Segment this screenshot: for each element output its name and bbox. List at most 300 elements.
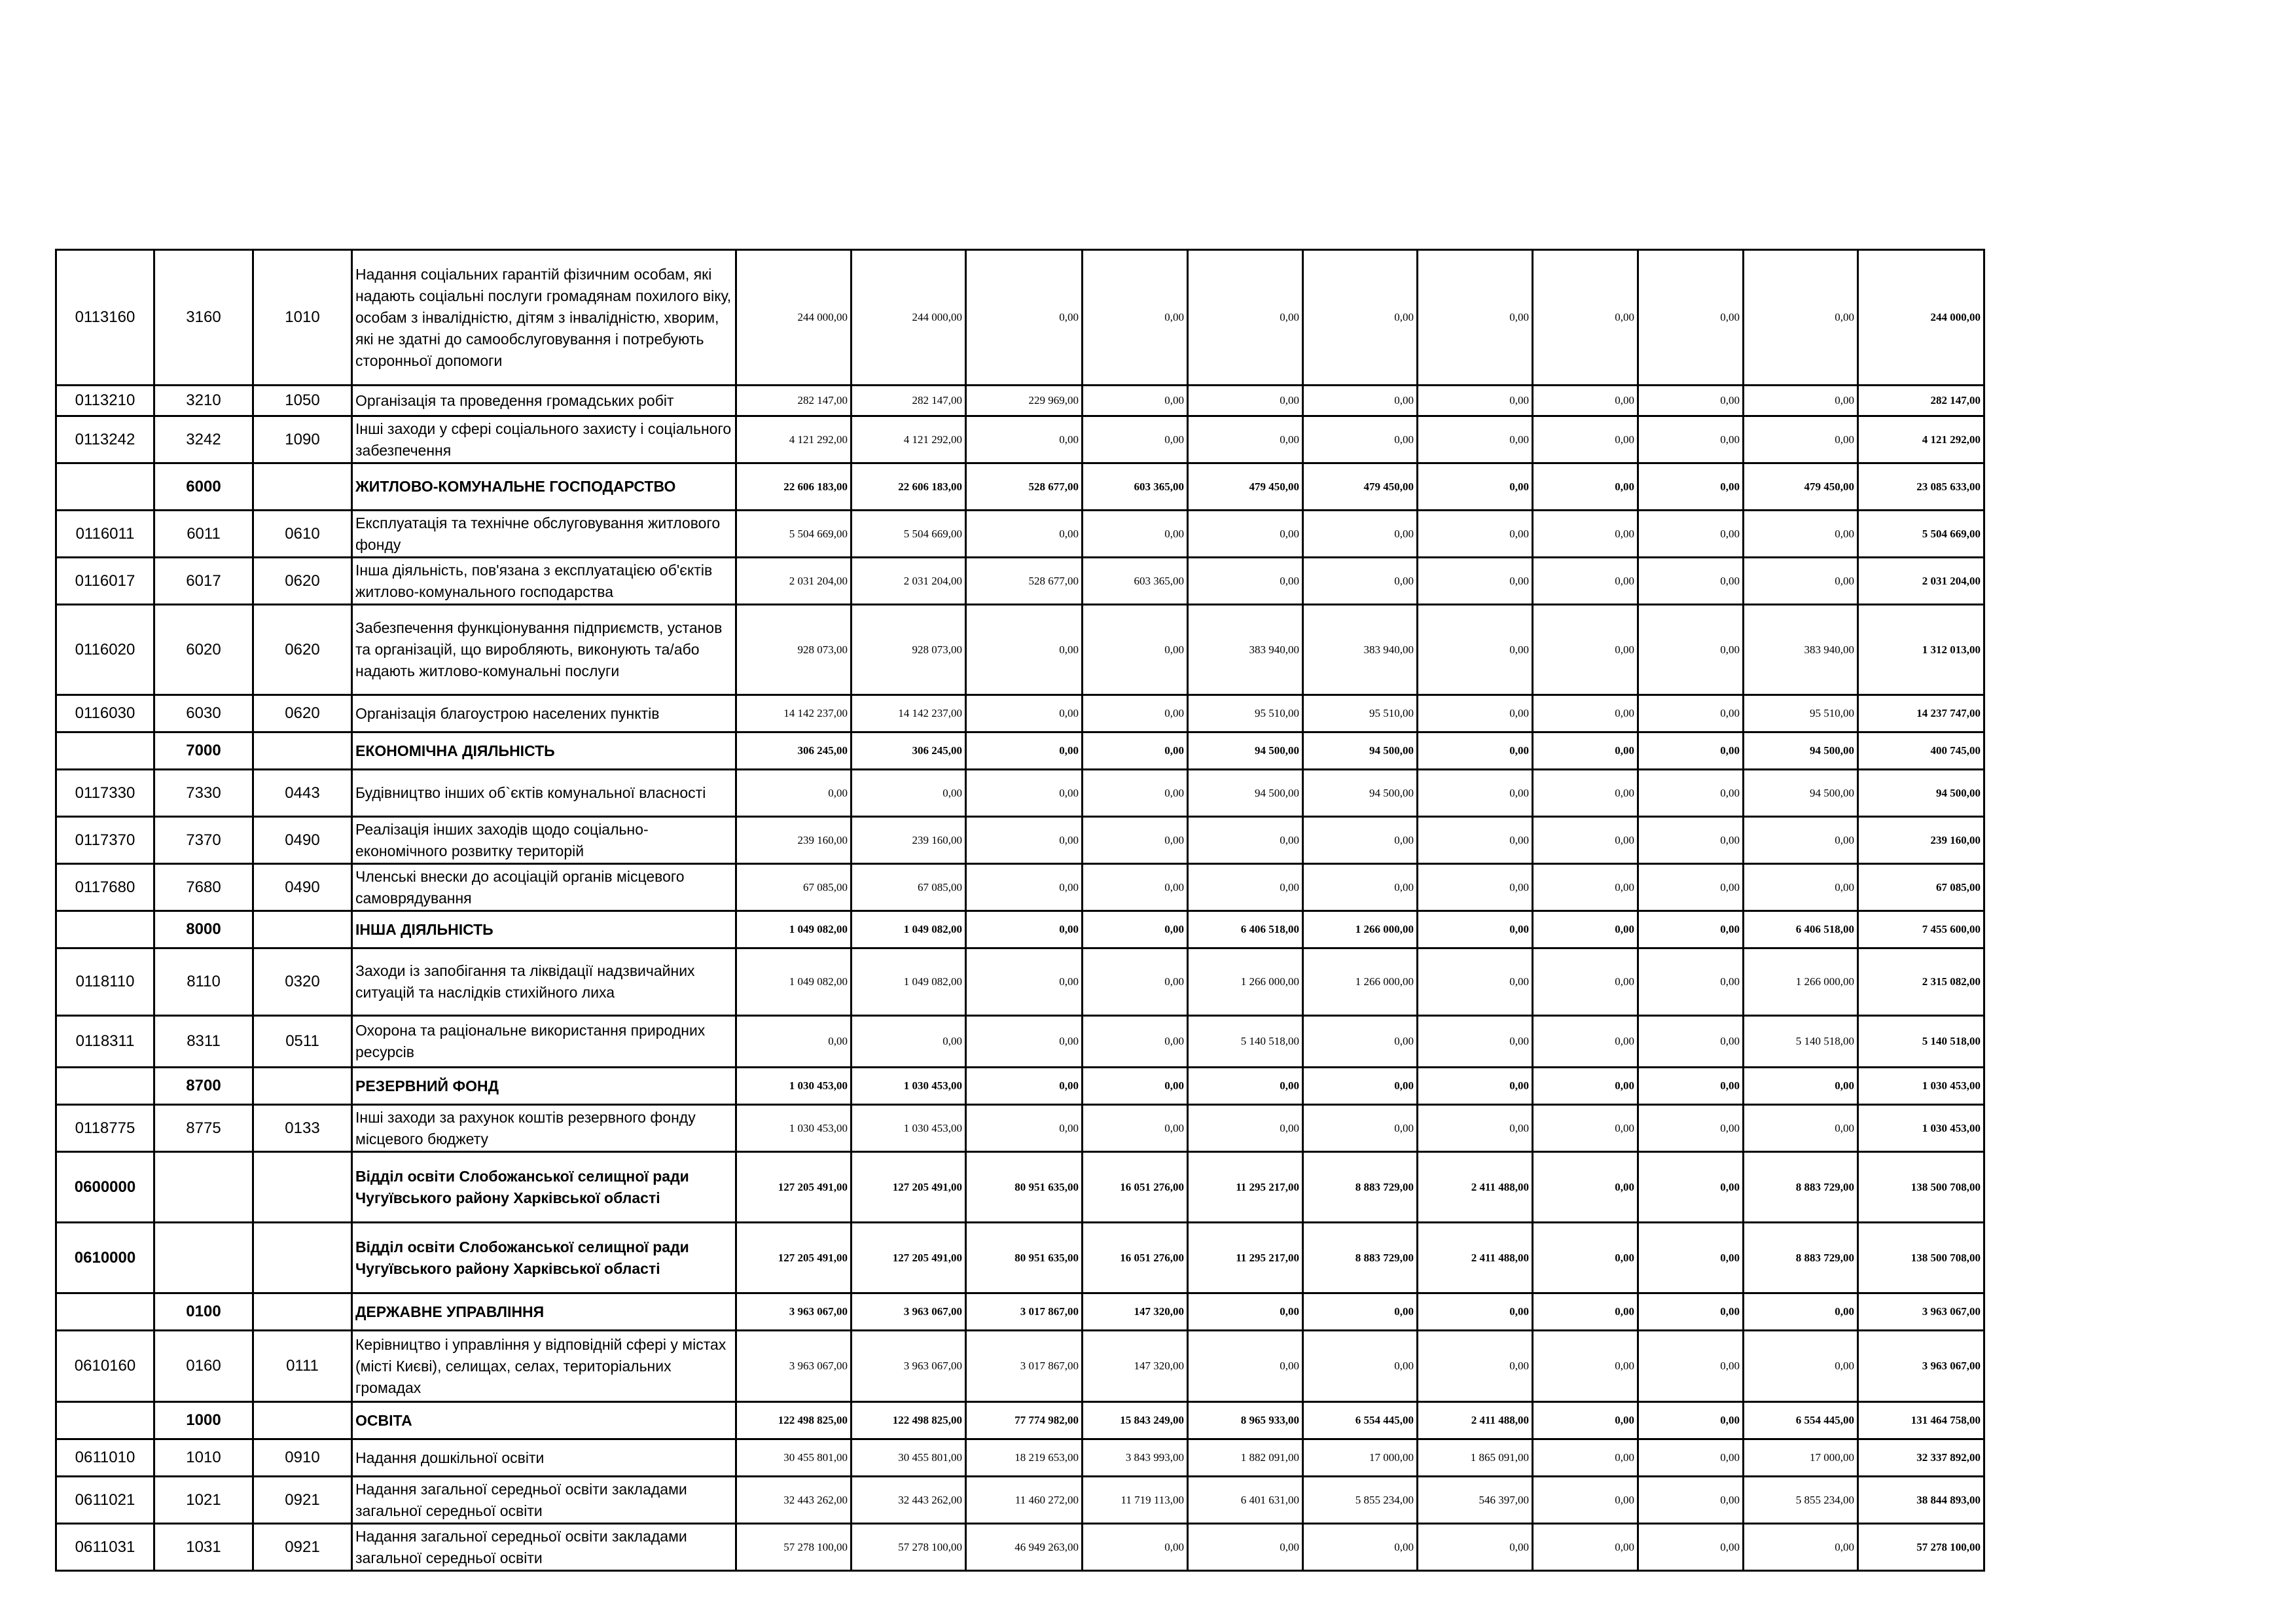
amount-cell: 2 411 488,00 bbox=[1418, 1402, 1533, 1439]
amount-cell: 0,00 bbox=[966, 416, 1083, 463]
program-name-cell: Організація та проведення громадських робіт bbox=[352, 386, 736, 416]
amount-cell: 0,00 bbox=[1418, 511, 1533, 558]
table-row bbox=[56, 1402, 1984, 1439]
program-name-cell: Організація благоустрою населених пунктів bbox=[352, 695, 736, 732]
amount-cell: 30 455 801,00 bbox=[852, 1439, 966, 1477]
classification-code-cell: 0443 bbox=[253, 770, 352, 817]
amount-cell: 0,00 bbox=[1418, 770, 1533, 817]
amount-cell: 4 121 292,00 bbox=[736, 416, 852, 463]
amount-cell: 5 140 518,00 bbox=[1188, 1016, 1303, 1068]
function-code-cell: 6017 bbox=[154, 558, 253, 605]
amount-cell: 0,00 bbox=[1744, 864, 1858, 911]
amount-cell: 928 073,00 bbox=[736, 605, 852, 695]
amount-cell: 244 000,00 bbox=[1858, 250, 1984, 386]
amount-cell: 15 843 249,00 bbox=[1083, 1402, 1188, 1439]
amount-cell: 479 450,00 bbox=[1188, 463, 1303, 511]
amount-cell: 5 504 669,00 bbox=[736, 511, 852, 558]
table-row bbox=[56, 864, 1984, 911]
amount-cell: 0,00 bbox=[1083, 911, 1188, 948]
program-code-cell bbox=[56, 1068, 154, 1105]
function-code-cell: 1010 bbox=[154, 1439, 253, 1477]
amount-cell: 1 882 091,00 bbox=[1188, 1439, 1303, 1477]
amount-cell: 4 121 292,00 bbox=[852, 416, 966, 463]
amount-cell: 138 500 708,00 bbox=[1858, 1223, 1984, 1293]
amount-cell: 0,00 bbox=[1638, 250, 1744, 386]
program-code-cell: 0118311 bbox=[56, 1016, 154, 1068]
amount-cell: 138 500 708,00 bbox=[1858, 1152, 1984, 1223]
program-code-cell: 0113160 bbox=[56, 250, 154, 386]
amount-cell: 0,00 bbox=[1303, 511, 1418, 558]
amount-cell: 0,00 bbox=[1533, 1152, 1638, 1223]
classification-code-cell: 0490 bbox=[253, 817, 352, 864]
amount-cell: 0,00 bbox=[1638, 1439, 1744, 1477]
function-code-cell: 6020 bbox=[154, 605, 253, 695]
amount-cell: 0,00 bbox=[1303, 1331, 1418, 1402]
amount-cell: 0,00 bbox=[966, 250, 1083, 386]
amount-cell: 0,00 bbox=[1638, 386, 1744, 416]
table-row bbox=[56, 558, 1984, 605]
amount-cell: 8 883 729,00 bbox=[1303, 1223, 1418, 1293]
amount-cell: 0,00 bbox=[1188, 1331, 1303, 1402]
program-name-cell: Надання загальної середньої освіти закладами загальної середньої освіти bbox=[352, 1477, 736, 1524]
amount-cell: 0,00 bbox=[1303, 1016, 1418, 1068]
amount-cell: 1 030 453,00 bbox=[852, 1068, 966, 1105]
amount-cell: 0,00 bbox=[1533, 416, 1638, 463]
amount-cell: 22 606 183,00 bbox=[852, 463, 966, 511]
amount-cell: 383 940,00 bbox=[1188, 605, 1303, 695]
amount-cell: 0,00 bbox=[1533, 1105, 1638, 1152]
table-row bbox=[56, 817, 1984, 864]
classification-code-cell: 0320 bbox=[253, 948, 352, 1016]
amount-cell: 14 142 237,00 bbox=[736, 695, 852, 732]
amount-cell: 7 455 600,00 bbox=[1858, 911, 1984, 948]
amount-cell: 0,00 bbox=[966, 732, 1083, 770]
amount-cell: 94 500,00 bbox=[1188, 770, 1303, 817]
amount-cell: 67 085,00 bbox=[1858, 864, 1984, 911]
amount-cell: 0,00 bbox=[1083, 1016, 1188, 1068]
amount-cell: 1 049 082,00 bbox=[736, 948, 852, 1016]
function-code-cell: 3210 bbox=[154, 386, 253, 416]
amount-cell: 0,00 bbox=[1638, 1477, 1744, 1524]
amount-cell: 0,00 bbox=[1744, 558, 1858, 605]
program-code-cell: 0610000 bbox=[56, 1223, 154, 1293]
amount-cell: 0,00 bbox=[966, 695, 1083, 732]
table-row bbox=[56, 250, 1984, 386]
program-name-cell: Відділ освіти Слобожанської селищної ради Чугуївського району Харківської області bbox=[352, 1223, 736, 1293]
amount-cell: 0,00 bbox=[1638, 1068, 1744, 1105]
classification-code-cell: 0133 bbox=[253, 1105, 352, 1152]
amount-cell: 0,00 bbox=[1533, 386, 1638, 416]
table-body bbox=[56, 250, 1984, 1571]
classification-code-cell bbox=[253, 1402, 352, 1439]
amount-cell: 57 278 100,00 bbox=[1858, 1524, 1984, 1571]
program-name-cell: Керівництво і управління у відповідній сфері у містах (місті Києві), селищах, селах, територіальних громадах bbox=[352, 1331, 736, 1402]
amount-cell: 80 951 635,00 bbox=[966, 1223, 1083, 1293]
program-code-cell: 0116017 bbox=[56, 558, 154, 605]
amount-cell: 603 365,00 bbox=[1083, 558, 1188, 605]
amount-cell: 0,00 bbox=[1533, 1016, 1638, 1068]
amount-cell: 0,00 bbox=[1083, 605, 1188, 695]
amount-cell: 127 205 491,00 bbox=[852, 1223, 966, 1293]
program-name-cell: Інша діяльність, пов'язана з експлуатацією об'єктів житлово-комунального господарства bbox=[352, 558, 736, 605]
classification-code-cell: 0921 bbox=[253, 1524, 352, 1571]
amount-cell: 0,00 bbox=[1638, 605, 1744, 695]
amount-cell: 127 205 491,00 bbox=[852, 1152, 966, 1223]
function-code-cell: 3160 bbox=[154, 250, 253, 386]
amount-cell: 0,00 bbox=[1638, 817, 1744, 864]
amount-cell: 0,00 bbox=[1083, 250, 1188, 386]
amount-cell: 0,00 bbox=[1744, 1105, 1858, 1152]
amount-cell: 94 500,00 bbox=[1188, 732, 1303, 770]
classification-code-cell: 1010 bbox=[253, 250, 352, 386]
amount-cell: 0,00 bbox=[1533, 1402, 1638, 1439]
amount-cell: 0,00 bbox=[1638, 864, 1744, 911]
amount-cell: 0,00 bbox=[1533, 732, 1638, 770]
amount-cell: 32 337 892,00 bbox=[1858, 1439, 1984, 1477]
amount-cell: 0,00 bbox=[1303, 416, 1418, 463]
amount-cell: 0,00 bbox=[1418, 1016, 1533, 1068]
program-code-cell bbox=[56, 1293, 154, 1331]
amount-cell: 0,00 bbox=[1083, 770, 1188, 817]
amount-cell: 5 504 669,00 bbox=[1858, 511, 1984, 558]
amount-cell: 0,00 bbox=[1083, 416, 1188, 463]
amount-cell: 0,00 bbox=[966, 948, 1083, 1016]
amount-cell: 0,00 bbox=[966, 1105, 1083, 1152]
amount-cell: 479 450,00 bbox=[1303, 463, 1418, 511]
table-row bbox=[56, 1223, 1984, 1293]
amount-cell: 0,00 bbox=[1744, 817, 1858, 864]
program-name-cell: ІНША ДІЯЛЬНІСТЬ bbox=[352, 911, 736, 948]
program-name-cell: ЖИТЛОВО-КОМУНАЛЬНЕ ГОСПОДАРСТВО bbox=[352, 463, 736, 511]
amount-cell: 0,00 bbox=[1188, 1524, 1303, 1571]
amount-cell: 0,00 bbox=[1083, 511, 1188, 558]
classification-code-cell bbox=[253, 1223, 352, 1293]
function-code-cell: 7000 bbox=[154, 732, 253, 770]
amount-cell: 0,00 bbox=[1418, 864, 1533, 911]
amount-cell: 67 085,00 bbox=[852, 864, 966, 911]
classification-code-cell: 0921 bbox=[253, 1477, 352, 1524]
budget-table bbox=[55, 249, 1985, 1572]
amount-cell: 0,00 bbox=[1744, 1331, 1858, 1402]
amount-cell: 11 295 217,00 bbox=[1188, 1152, 1303, 1223]
amount-cell: 131 464 758,00 bbox=[1858, 1402, 1984, 1439]
program-code-cell: 0117680 bbox=[56, 864, 154, 911]
amount-cell: 0,00 bbox=[1744, 511, 1858, 558]
amount-cell: 5 855 234,00 bbox=[1303, 1477, 1418, 1524]
amount-cell: 5 140 518,00 bbox=[1744, 1016, 1858, 1068]
amount-cell: 127 205 491,00 bbox=[736, 1152, 852, 1223]
amount-cell: 0,00 bbox=[1533, 695, 1638, 732]
amount-cell: 0,00 bbox=[1303, 1524, 1418, 1571]
amount-cell: 0,00 bbox=[1533, 558, 1638, 605]
amount-cell: 1 030 453,00 bbox=[736, 1105, 852, 1152]
function-code-cell bbox=[154, 1152, 253, 1223]
table-row bbox=[56, 1331, 1984, 1402]
amount-cell: 3 843 993,00 bbox=[1083, 1439, 1188, 1477]
amount-cell: 0,00 bbox=[966, 911, 1083, 948]
amount-cell: 0,00 bbox=[1533, 250, 1638, 386]
amount-cell: 546 397,00 bbox=[1418, 1477, 1533, 1524]
amount-cell: 0,00 bbox=[1418, 558, 1533, 605]
program-code-cell: 0117330 bbox=[56, 770, 154, 817]
amount-cell: 2 411 488,00 bbox=[1418, 1152, 1533, 1223]
table-row bbox=[56, 605, 1984, 695]
amount-cell: 1 049 082,00 bbox=[852, 911, 966, 948]
amount-cell: 57 278 100,00 bbox=[852, 1524, 966, 1571]
program-name-cell: ДЕРЖАВНЕ УПРАВЛІННЯ bbox=[352, 1293, 736, 1331]
amount-cell: 0,00 bbox=[1188, 864, 1303, 911]
amount-cell: 0,00 bbox=[966, 1016, 1083, 1068]
amount-cell: 0,00 bbox=[1188, 386, 1303, 416]
program-name-cell: Надання загальної середньої освіти закладами загальної середньої освіти bbox=[352, 1524, 736, 1571]
amount-cell: 0,00 bbox=[1638, 558, 1744, 605]
classification-code-cell: 0620 bbox=[253, 558, 352, 605]
table-row bbox=[56, 416, 1984, 463]
amount-cell: 95 510,00 bbox=[1744, 695, 1858, 732]
amount-cell: 0,00 bbox=[1533, 1293, 1638, 1331]
amount-cell: 67 085,00 bbox=[736, 864, 852, 911]
amount-cell: 0,00 bbox=[1744, 416, 1858, 463]
amount-cell: 30 455 801,00 bbox=[736, 1439, 852, 1477]
amount-cell: 94 500,00 bbox=[1858, 770, 1984, 817]
program-name-cell: Реалізація інших заходів щодо соціально-економічного розвитку територій bbox=[352, 817, 736, 864]
amount-cell: 239 160,00 bbox=[1858, 817, 1984, 864]
amount-cell: 3 963 067,00 bbox=[1858, 1331, 1984, 1402]
amount-cell: 0,00 bbox=[1418, 1524, 1533, 1571]
amount-cell: 0,00 bbox=[966, 605, 1083, 695]
amount-cell: 3 963 067,00 bbox=[1858, 1293, 1984, 1331]
amount-cell: 0,00 bbox=[1533, 605, 1638, 695]
function-code-cell: 8700 bbox=[154, 1068, 253, 1105]
program-name-cell: ЕКОНОМІЧНА ДІЯЛЬНІСТЬ bbox=[352, 732, 736, 770]
program-code-cell: 0118775 bbox=[56, 1105, 154, 1152]
amount-cell: 1 266 000,00 bbox=[1303, 911, 1418, 948]
amount-cell: 0,00 bbox=[1083, 1105, 1188, 1152]
amount-cell: 0,00 bbox=[1638, 1402, 1744, 1439]
program-name-cell: РЕЗЕРВНИЙ ФОНД bbox=[352, 1068, 736, 1105]
amount-cell: 0,00 bbox=[966, 1068, 1083, 1105]
table-row bbox=[56, 386, 1984, 416]
amount-cell: 0,00 bbox=[1303, 386, 1418, 416]
amount-cell: 1 312 013,00 bbox=[1858, 605, 1984, 695]
amount-cell: 306 245,00 bbox=[852, 732, 966, 770]
amount-cell: 306 245,00 bbox=[736, 732, 852, 770]
amount-cell: 147 320,00 bbox=[1083, 1293, 1188, 1331]
amount-cell: 0,00 bbox=[1188, 1105, 1303, 1152]
amount-cell: 0,00 bbox=[1083, 732, 1188, 770]
amount-cell: 3 963 067,00 bbox=[736, 1293, 852, 1331]
classification-code-cell bbox=[253, 1293, 352, 1331]
amount-cell: 0,00 bbox=[1533, 948, 1638, 1016]
amount-cell: 0,00 bbox=[1533, 1439, 1638, 1477]
amount-cell: 928 073,00 bbox=[852, 605, 966, 695]
classification-code-cell: 1050 bbox=[253, 386, 352, 416]
amount-cell: 0,00 bbox=[1638, 1152, 1744, 1223]
amount-cell: 122 498 825,00 bbox=[852, 1402, 966, 1439]
amount-cell: 0,00 bbox=[1083, 817, 1188, 864]
function-code-cell: 1021 bbox=[154, 1477, 253, 1524]
amount-cell: 0,00 bbox=[1188, 1068, 1303, 1105]
amount-cell: 8 883 729,00 bbox=[1744, 1223, 1858, 1293]
amount-cell: 3 963 067,00 bbox=[736, 1331, 852, 1402]
amount-cell: 282 147,00 bbox=[1858, 386, 1984, 416]
amount-cell: 5 504 669,00 bbox=[852, 511, 966, 558]
classification-code-cell: 0490 bbox=[253, 864, 352, 911]
amount-cell: 0,00 bbox=[966, 511, 1083, 558]
amount-cell: 0,00 bbox=[966, 864, 1083, 911]
amount-cell: 94 500,00 bbox=[1744, 770, 1858, 817]
amount-cell: 1 865 091,00 bbox=[1418, 1439, 1533, 1477]
amount-cell: 122 498 825,00 bbox=[736, 1402, 852, 1439]
classification-code-cell: 0511 bbox=[253, 1016, 352, 1068]
amount-cell: 0,00 bbox=[736, 770, 852, 817]
amount-cell: 0,00 bbox=[1744, 250, 1858, 386]
amount-cell: 23 085 633,00 bbox=[1858, 463, 1984, 511]
amount-cell: 0,00 bbox=[1638, 1223, 1744, 1293]
amount-cell: 0,00 bbox=[1188, 511, 1303, 558]
amount-cell: 1 266 000,00 bbox=[1744, 948, 1858, 1016]
amount-cell: 11 460 272,00 bbox=[966, 1477, 1083, 1524]
function-code-cell: 8110 bbox=[154, 948, 253, 1016]
amount-cell: 1 030 453,00 bbox=[852, 1105, 966, 1152]
amount-cell: 6 554 445,00 bbox=[1303, 1402, 1418, 1439]
amount-cell: 0,00 bbox=[1418, 817, 1533, 864]
table-row bbox=[56, 911, 1984, 948]
amount-cell: 77 774 982,00 bbox=[966, 1402, 1083, 1439]
amount-cell: 0,00 bbox=[1418, 911, 1533, 948]
function-code-cell: 8000 bbox=[154, 911, 253, 948]
amount-cell: 14 142 237,00 bbox=[852, 695, 966, 732]
classification-code-cell: 0910 bbox=[253, 1439, 352, 1477]
amount-cell: 6 401 631,00 bbox=[1188, 1477, 1303, 1524]
amount-cell: 479 450,00 bbox=[1744, 463, 1858, 511]
amount-cell: 2 031 204,00 bbox=[1858, 558, 1984, 605]
amount-cell: 0,00 bbox=[1533, 911, 1638, 948]
amount-cell: 0,00 bbox=[1533, 463, 1638, 511]
amount-cell: 0,00 bbox=[1744, 1293, 1858, 1331]
amount-cell: 8 883 729,00 bbox=[1744, 1152, 1858, 1223]
amount-cell: 0,00 bbox=[852, 770, 966, 817]
amount-cell: 0,00 bbox=[1303, 817, 1418, 864]
amount-cell: 0,00 bbox=[1083, 1068, 1188, 1105]
amount-cell: 0,00 bbox=[1418, 1293, 1533, 1331]
program-name-cell: ОСВІТА bbox=[352, 1402, 736, 1439]
amount-cell: 16 051 276,00 bbox=[1083, 1152, 1188, 1223]
amount-cell: 2 031 204,00 bbox=[736, 558, 852, 605]
program-name-cell: Відділ освіти Слобожанської селищної ради Чугуївського району Харківської області bbox=[352, 1152, 736, 1223]
program-code-cell bbox=[56, 911, 154, 948]
amount-cell: 0,00 bbox=[1083, 386, 1188, 416]
program-code-cell bbox=[56, 463, 154, 511]
program-name-cell: Надання соціальних гарантій фізичним особам, які надають соціальні послуги громадянам похилого віку, особам з інвалідністю, дітям з інвалідністю, хворим, які не здатні до самообслуговування і потребують сторонньої допомоги bbox=[352, 250, 736, 386]
amount-cell: 383 940,00 bbox=[1744, 605, 1858, 695]
function-code-cell: 3242 bbox=[154, 416, 253, 463]
amount-cell: 16 051 276,00 bbox=[1083, 1223, 1188, 1293]
amount-cell: 94 500,00 bbox=[1744, 732, 1858, 770]
program-name-cell: Забезпечення функціонування підприємств, установ та організацій, що виробляють, виконують та/або надають житлово-комунальні послуги bbox=[352, 605, 736, 695]
program-code-cell bbox=[56, 732, 154, 770]
amount-cell: 0,00 bbox=[1418, 1068, 1533, 1105]
amount-cell: 3 963 067,00 bbox=[852, 1293, 966, 1331]
program-name-cell: Заходи із запобігання та ліквідації надзвичайних ситуацій та наслідків стихійного лиха bbox=[352, 948, 736, 1016]
amount-cell: 17 000,00 bbox=[1744, 1439, 1858, 1477]
classification-code-cell bbox=[253, 1152, 352, 1223]
program-code-cell: 0610160 bbox=[56, 1331, 154, 1402]
amount-cell: 0,00 bbox=[1303, 864, 1418, 911]
amount-cell: 229 969,00 bbox=[966, 386, 1083, 416]
amount-cell: 0,00 bbox=[1418, 1331, 1533, 1402]
amount-cell: 22 606 183,00 bbox=[736, 463, 852, 511]
function-code-cell: 7330 bbox=[154, 770, 253, 817]
function-code-cell: 8775 bbox=[154, 1105, 253, 1152]
table-row bbox=[56, 1068, 1984, 1105]
amount-cell: 0,00 bbox=[1744, 386, 1858, 416]
amount-cell: 0,00 bbox=[1418, 250, 1533, 386]
table-row bbox=[56, 948, 1984, 1016]
amount-cell: 282 147,00 bbox=[852, 386, 966, 416]
program-code-cell: 0600000 bbox=[56, 1152, 154, 1223]
amount-cell: 3 017 867,00 bbox=[966, 1331, 1083, 1402]
amount-cell: 0,00 bbox=[1533, 1477, 1638, 1524]
amount-cell: 528 677,00 bbox=[966, 558, 1083, 605]
function-code-cell: 1000 bbox=[154, 1402, 253, 1439]
table-row bbox=[56, 463, 1984, 511]
amount-cell: 0,00 bbox=[1303, 1105, 1418, 1152]
amount-cell: 8 883 729,00 bbox=[1303, 1152, 1418, 1223]
table-row bbox=[56, 1477, 1984, 1524]
amount-cell: 239 160,00 bbox=[852, 817, 966, 864]
amount-cell: 0,00 bbox=[1638, 1331, 1744, 1402]
table-row bbox=[56, 770, 1984, 817]
amount-cell: 6 406 518,00 bbox=[1744, 911, 1858, 948]
amount-cell: 0,00 bbox=[1638, 1524, 1744, 1571]
function-code-cell: 6030 bbox=[154, 695, 253, 732]
amount-cell: 0,00 bbox=[1418, 1105, 1533, 1152]
amount-cell: 0,00 bbox=[1533, 1223, 1638, 1293]
amount-cell: 0,00 bbox=[1083, 864, 1188, 911]
amount-cell: 0,00 bbox=[1188, 817, 1303, 864]
amount-cell: 0,00 bbox=[1638, 463, 1744, 511]
amount-cell: 0,00 bbox=[1638, 770, 1744, 817]
amount-cell: 0,00 bbox=[1638, 1293, 1744, 1331]
program-name-cell: Експлуатація та технічне обслуговування житлового фонду bbox=[352, 511, 736, 558]
program-name-cell: Членські внески до асоціацій органів місцевого самоврядування bbox=[352, 864, 736, 911]
amount-cell: 528 677,00 bbox=[966, 463, 1083, 511]
program-code-cell: 0113210 bbox=[56, 386, 154, 416]
function-code-cell: 7370 bbox=[154, 817, 253, 864]
amount-cell: 0,00 bbox=[1083, 1524, 1188, 1571]
amount-cell: 0,00 bbox=[736, 1016, 852, 1068]
amount-cell: 8 965 933,00 bbox=[1188, 1402, 1303, 1439]
amount-cell: 0,00 bbox=[1083, 948, 1188, 1016]
amount-cell: 0,00 bbox=[1533, 817, 1638, 864]
table-row bbox=[56, 1439, 1984, 1477]
classification-code-cell bbox=[253, 1068, 352, 1105]
amount-cell: 0,00 bbox=[1418, 695, 1533, 732]
amount-cell: 95 510,00 bbox=[1188, 695, 1303, 732]
program-code-cell: 0113242 bbox=[56, 416, 154, 463]
amount-cell: 0,00 bbox=[1303, 250, 1418, 386]
amount-cell: 57 278 100,00 bbox=[736, 1524, 852, 1571]
amount-cell: 1 266 000,00 bbox=[1188, 948, 1303, 1016]
amount-cell: 0,00 bbox=[1533, 1524, 1638, 1571]
amount-cell: 239 160,00 bbox=[736, 817, 852, 864]
amount-cell: 0,00 bbox=[1744, 1068, 1858, 1105]
amount-cell: 0,00 bbox=[1083, 695, 1188, 732]
amount-cell: 3 963 067,00 bbox=[852, 1331, 966, 1402]
amount-cell: 0,00 bbox=[1533, 1331, 1638, 1402]
function-code-cell: 1031 bbox=[154, 1524, 253, 1571]
